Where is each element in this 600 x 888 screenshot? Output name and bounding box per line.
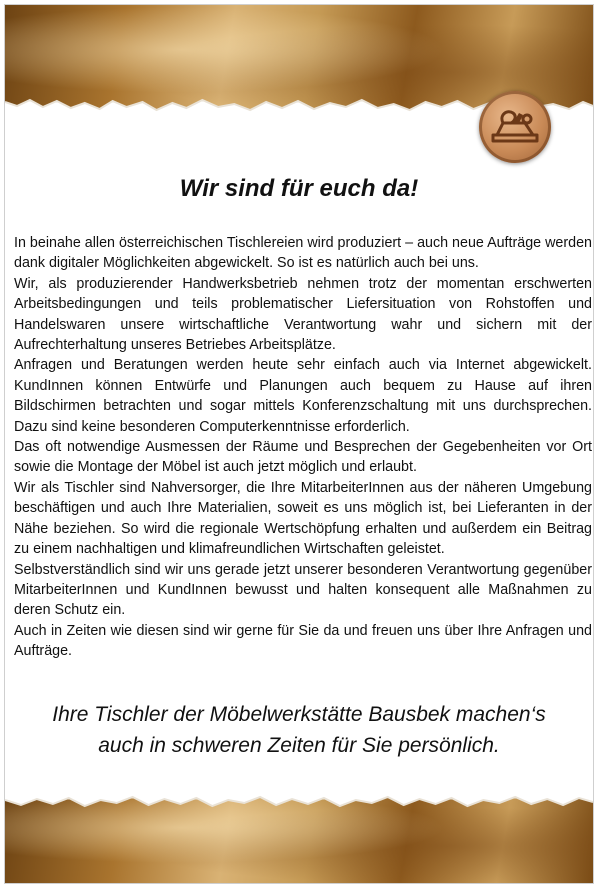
- flyer-page: [4, 4, 594, 884]
- closing-statement: [5, 699, 593, 761]
- carpenter-plane-icon: [489, 105, 541, 149]
- company-logo: [479, 91, 551, 163]
- closing-line-2: auch in schweren Zeiten für Sie persönlich.: [98, 734, 500, 757]
- paragraph-local-supplier: Wir als Tischler sind Nahversorger, die Ihre MitarbeiterInnen aus der näheren Umgebung beschäftigen und auch Ihre Materialien, soweit es uns möglich ist, bei Lieferanten in der Nähe beziehen. So wird die regionale Wertschöpfung erhalten und außerdem ein Beitrag zu einem nachhaltigen und klimafreundlichen Wirtschaften geleistet.: [14, 479, 592, 558]
- closing-line-1: Ihre Tischler der Möbelwerkstätte Bausbek machen‘s: [52, 703, 546, 726]
- body-text: [14, 233, 592, 662]
- paragraph-online-consulting: Anfragen und Beratungen werden heute sehr einfach auch via Internet abgewickelt. KundInnen können Entwürfe und Planungen auch bequem zu Hause auf ihren Bildschirmen betrachten und sogar mittels Konferenzschaltung mit uns durchsprechen. Dazu sind keine besonderen Computerkenntnisse erforderlich.: [14, 357, 592, 435]
- paragraph-safety-measures: Selbstverständlich sind wir uns gerade jetzt unserer besonderen Verantwortung gegenüber MitarbeiterInnen und KundInnen bewusst und halten konsequent alle Maßnahmen zu deren Schutz ein.: [14, 561, 592, 619]
- paragraph-invitation: Auch in Zeiten wie diesen sind wir gerne für Sie da und freuen uns über Ihre Anfragen und Aufträge.: [14, 622, 592, 660]
- paragraph-production: In beinahe allen österreichischen Tischlereien wird produziert – auch neue Aufträge werden dank digitaler Möglichkeiten abgewickelt. So ist es natürlich auch bei uns.: [14, 235, 592, 272]
- page-title: Wir sind für euch da!: [179, 175, 419, 202]
- torn-edge-bottom: [5, 790, 593, 814]
- bottom-paper-banner: [5, 791, 593, 883]
- paragraph-responsibility: Wir, als produzierender Handwerksbetrieb nehmen trotz der momentan erschwerten Arbeitsbedingungen und teils problematischer Liefersituation von Rohstoffen und Handelswaren unsere wirtschaftliche Verantwortung wahr und sichern mit der Aufrechterhaltung unseres Betriebes Arbeitsplätze.: [14, 275, 592, 354]
- paragraph-measuring-assembly: Das oft notwendige Ausmessen der Räume und Besprechen der Gegebenheiten vor Ort sowie die Montage der Möbel ist auch jetzt möglich und erlaubt.: [14, 439, 592, 476]
